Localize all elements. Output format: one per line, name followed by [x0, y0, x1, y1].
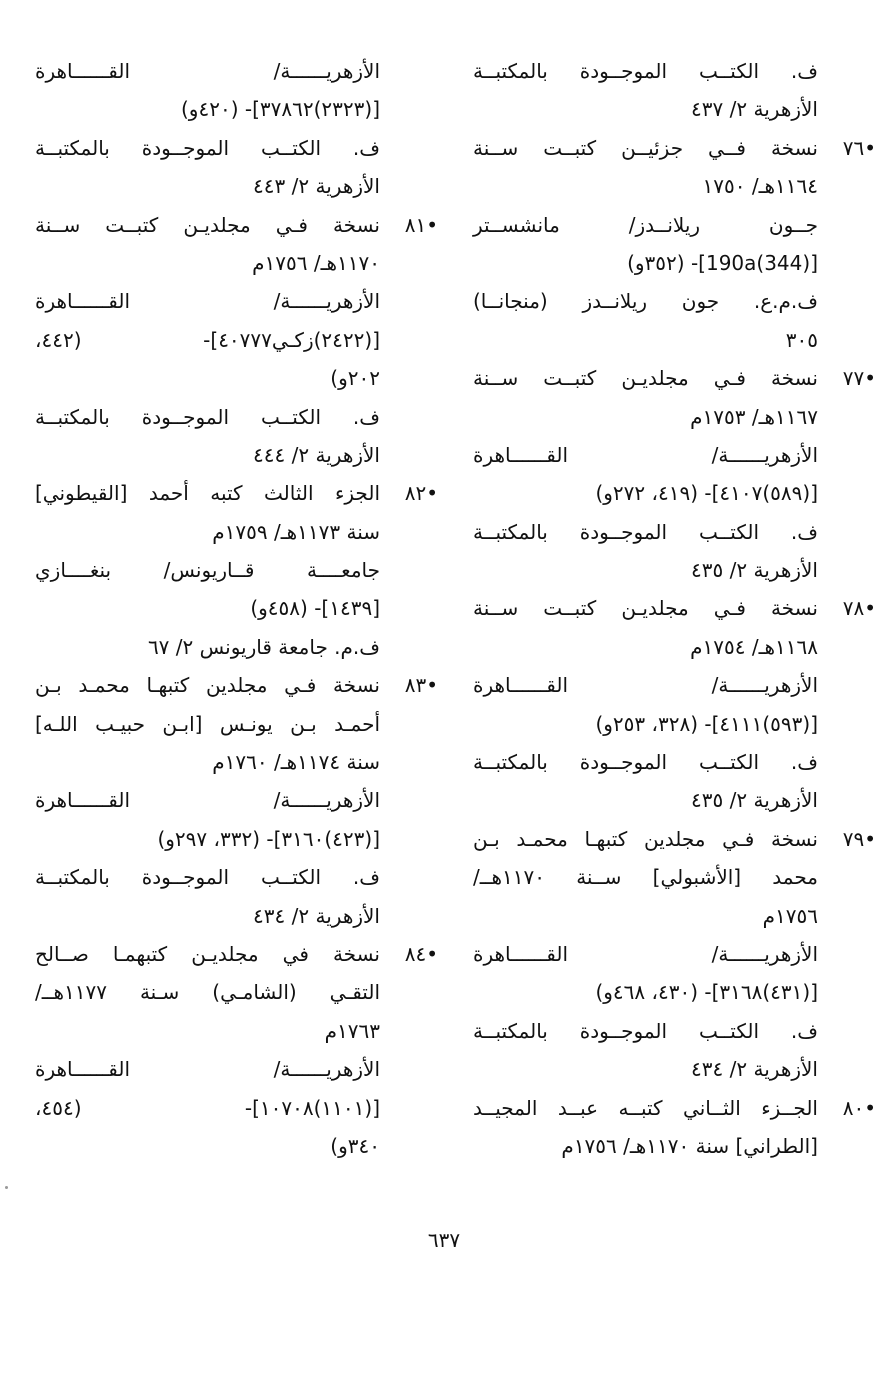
- right-column-text-line: [473, 705, 818, 743]
- entry-number: •٧٧: [842, 366, 876, 391]
- left-column-text-line: [35, 820, 380, 858]
- line-text: الجزء الثالث كتبه أحمد [القيطوني]: [35, 481, 380, 506]
- line-text: الأزهريــــــة/ القــــــاهرة: [473, 442, 818, 467]
- right-column-text-line: [473, 551, 818, 589]
- line-text: الأزهرية ٢/ ٤٣٤: [253, 903, 380, 928]
- left-column-text-line: [35, 90, 380, 128]
- line-text: نسخة فـي مجلديـن كتبــت ســنة: [473, 366, 818, 391]
- line-text: نسخة في مجلديـن كتبهمـا صــالح: [35, 941, 380, 966]
- line-text: ١١٧٠هـ/ ١٧٥٦م: [252, 250, 380, 275]
- right-column-text-line: [473, 973, 818, 1011]
- left-column-text-line: [35, 973, 380, 1011]
- line-text: نسخة فـي مجلديـن كتبــت ســنة: [35, 212, 380, 237]
- line-text: ف. الكتــب الموجــودة بالمكتبــة: [35, 404, 380, 429]
- left-column-text-line: [35, 436, 380, 474]
- entry-number: •٨٣: [404, 673, 438, 698]
- line-text: [١٤٣٩]- (٤٥٨و): [250, 596, 380, 621]
- right-column-text-line: [473, 743, 818, 781]
- line-text: ف.م. جامعة قاريونس ٢/ ٦٧: [147, 634, 380, 659]
- left-column-text-line: [35, 781, 380, 819]
- right-column-text-line: [473, 513, 818, 551]
- line-text: [(٤٢٣)٣١٦٠]- (٣٣٢، ٢٩٧و): [157, 826, 380, 851]
- left-column-text-line: [35, 321, 380, 359]
- line-text: الأزهرية ٢/ ٤٣٧: [691, 97, 818, 122]
- line-text: ف. الكتــب الموجــودة بالمكتبــة: [473, 519, 818, 544]
- right-column-entry-line: [473, 820, 876, 858]
- page-number: ٦٣٧: [427, 1228, 461, 1252]
- left-column-text-line: [35, 244, 380, 282]
- line-text: الأزهريــــــة/ القــــــاهرة: [35, 1057, 380, 1082]
- line-text: الأزهريــــــة/ القــــــاهرة: [473, 673, 818, 698]
- left-column-text-line: [35, 282, 380, 320]
- line-text: جامعــــة قــاريونس/ بنغــــازي: [35, 558, 380, 583]
- line-text: ٢٠٢و): [330, 366, 380, 391]
- left-column-entry-line: [35, 474, 438, 512]
- right-column-entry-line: [473, 359, 876, 397]
- right-column-text-line: [473, 167, 818, 205]
- right-column-text-line: [473, 666, 818, 704]
- right-column-entry-line: [473, 129, 876, 167]
- left-column-text-line: [35, 1089, 380, 1127]
- line-text: [(١١٠١)١٠٧٠٨]- (٤٥٤،: [35, 1095, 380, 1120]
- left-column: [35, 52, 438, 1165]
- left-column-text-line: [35, 705, 380, 743]
- left-column-text-line: [35, 858, 380, 896]
- line-text: ف.م.ع. جون ريلانــدز (منجانــا): [473, 289, 818, 314]
- line-text: جــون ريلانــدز/ مانشســتر: [473, 212, 818, 237]
- line-text: ١١٦٤هـ/ ١٧٥٠: [702, 174, 818, 199]
- line-text: ف. الكتــب الموجــودة بالمكتبــة: [35, 865, 380, 890]
- line-text: أحمـد بـن يونـس [ابـن حبيـب اللـه]: [35, 711, 380, 736]
- right-column-text-line: [473, 897, 818, 935]
- right-column-text-line: [473, 398, 818, 436]
- left-column-text-line: [35, 52, 380, 90]
- right-column-text-line: [473, 321, 818, 359]
- line-text: الأزهرية ٢/ ٤٣٥: [691, 558, 818, 583]
- line-text: الأزهريــــــة/ القــــــاهرة: [35, 289, 380, 314]
- line-text: ف. الكتــب الموجــودة بالمكتبــة: [473, 750, 818, 775]
- line-text: الأزهرية ٢/ ٤٣٥: [691, 788, 818, 813]
- left-column-text-line: [35, 628, 380, 666]
- left-column-text-line: [35, 1012, 380, 1050]
- right-column-text-line: [473, 244, 818, 282]
- line-text: الأزهريــــــة/ القــــــاهرة: [35, 59, 380, 83]
- entry-number: •٨١: [404, 212, 438, 237]
- right-column-text-line: [473, 52, 818, 90]
- line-text: ف. الكتــب الموجــودة بالمكتبــة: [35, 135, 380, 160]
- right-column-text-line: [473, 90, 818, 128]
- line-text: التقـي (الشامـي) سـنة ١١٧٧هــ/: [35, 980, 380, 1005]
- line-text: ف. الكتــب الموجــودة بالمكتبــة: [473, 59, 818, 83]
- line-text: سنة ١١٧٤هـ/ ١٧٦٠م: [212, 750, 380, 775]
- line-text: ١٧٦٣م: [324, 1018, 380, 1043]
- right-column-text-line: [473, 858, 818, 896]
- line-text: الأزهرية ٢/ ٤٤٣: [253, 174, 380, 199]
- line-text: [(٢٣٢٣)٣٧٨٦٢]- (٤٢٠و): [181, 97, 380, 122]
- entry-number: •٨٠: [842, 1095, 876, 1120]
- right-column-text-line: [473, 436, 818, 474]
- line-text: محمد [الأشبولي] ســنة ١١٧٠هــ/: [473, 865, 818, 890]
- line-text: [190a(344)]- (٣٥٢و): [627, 250, 818, 275]
- left-column-entry-line: [35, 666, 438, 704]
- line-text: نسخة فـي مجلدين كتبهـا محمـد بـن: [473, 826, 818, 851]
- right-column-text-line: [473, 781, 818, 819]
- entry-number: •٨٤: [404, 941, 438, 966]
- entry-number: •٧٦: [842, 135, 876, 160]
- line-text: الجــزء الثــاني كتبــه عبــد المجيــد: [473, 1095, 818, 1120]
- right-column-text-line: [473, 206, 818, 244]
- line-text: [(٢٤٢٢)زكـي٤٠٧٧٧]- (٤٤٢،: [35, 327, 380, 352]
- left-column-text-line: [35, 897, 380, 935]
- left-column-text-line: [35, 167, 380, 205]
- line-text: ٣٤٠و): [330, 1133, 380, 1158]
- left-column-text-line: [35, 398, 380, 436]
- left-column-text-line: [35, 1127, 380, 1165]
- line-text: [(٤٣١)٣١٦٨]- (٤٣٠، ٤٦٨و): [595, 980, 818, 1005]
- scan-speck: [5, 1186, 8, 1189]
- line-text: الأزهرية ٢/ ٤٣٤: [691, 1057, 818, 1082]
- entry-number: •٨٢: [404, 481, 438, 506]
- line-text: ١٧٥٦م: [762, 903, 818, 928]
- left-column-text-line: [35, 589, 380, 627]
- left-column-entry-line: [35, 206, 438, 244]
- right-column: [473, 52, 876, 1165]
- right-column-text-line: [473, 282, 818, 320]
- line-text: سنة ١١٧٣هـ/ ١٧٥٩م: [212, 519, 380, 544]
- line-text: نسخة فـي مجلديـن كتبــت ســنة: [473, 596, 818, 621]
- left-column-text-line: [35, 551, 380, 589]
- right-column-text-line: [473, 1012, 818, 1050]
- line-text: نسخة فــي جزئيــن كتبــت ســنة: [473, 135, 818, 160]
- left-column-text-line: [35, 129, 380, 167]
- right-column-text-line: [473, 1127, 818, 1165]
- line-text: ١١٦٨هـ/ ١٧٥٤م: [690, 634, 818, 659]
- left-column-text-line: [35, 743, 380, 781]
- line-text: الأزهريــــــة/ القــــــاهرة: [473, 941, 818, 966]
- left-column-text-line: [35, 1050, 380, 1088]
- line-text: [(٥٩٣)٤١١١]- (٣٢٨، ٢٥٣و): [595, 711, 818, 736]
- right-column-text-line: [473, 1050, 818, 1088]
- line-text: ١١٦٧هـ/ ١٧٥٣م: [690, 404, 818, 429]
- line-text: [(٥٨٩)٤١٠٧]- (٤١٩، ٢٧٢و): [595, 481, 818, 506]
- right-column-text-line: [473, 935, 818, 973]
- right-column-entry-line: [473, 589, 876, 627]
- line-text: [الطراني] سنة ١١٧٠هـ/ ١٧٥٦م: [561, 1133, 818, 1158]
- left-column-text-line: [35, 359, 380, 397]
- entry-number: •٧٨: [842, 596, 876, 621]
- line-text: ف. الكتــب الموجــودة بالمكتبــة: [473, 1018, 818, 1043]
- right-column-text-line: [473, 628, 818, 666]
- left-column-text-line: [35, 513, 380, 551]
- right-column-text-line: [473, 474, 818, 512]
- line-text: نسخة فـي مجلدين كتبهـا محمـد بـن: [35, 673, 380, 698]
- line-text: الأزهرية ٢/ ٤٤٤: [253, 442, 380, 467]
- line-text: ٣٠٥: [785, 327, 818, 352]
- left-column-entry-line: [35, 935, 438, 973]
- line-text: الأزهريــــــة/ القــــــاهرة: [35, 788, 380, 813]
- entry-number: •٧٩: [842, 826, 876, 851]
- right-column-entry-line: [473, 1089, 876, 1127]
